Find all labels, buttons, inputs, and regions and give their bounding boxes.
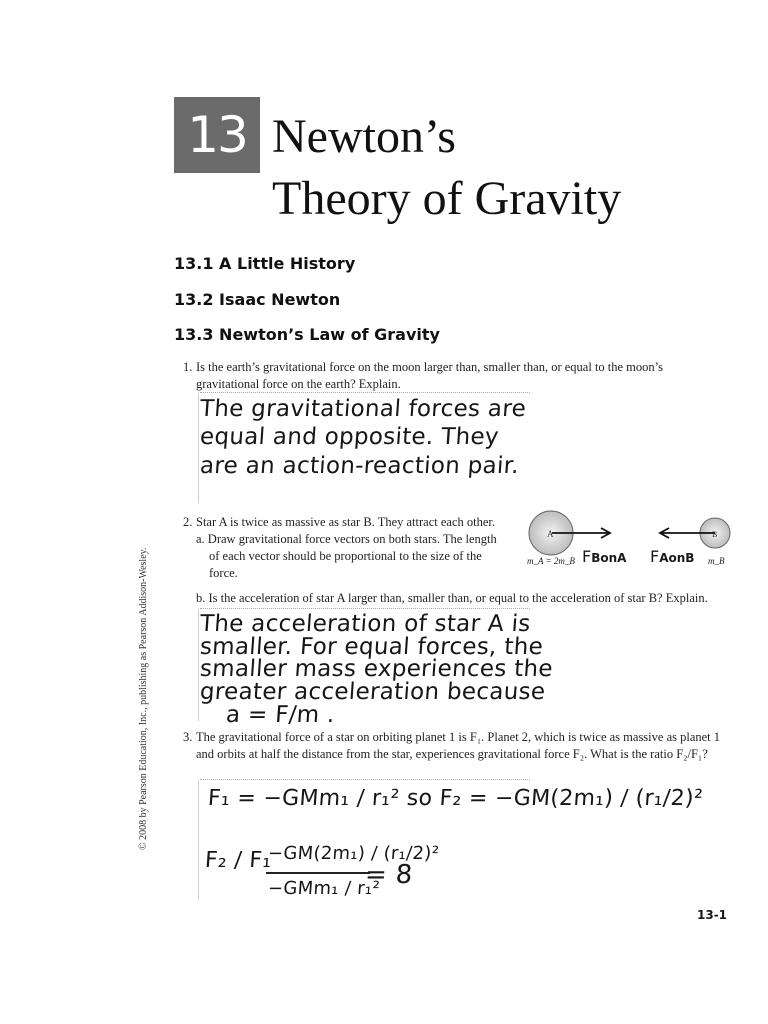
q2a-text: a. Draw gravitational force vectors on both stars. The length of each vector should be proportional to the size of the force.	[196, 532, 497, 580]
q3-fraction-bar	[266, 872, 370, 874]
mass-a-label: m_A = 2m_B	[527, 556, 575, 566]
answer-margin-line	[198, 780, 199, 900]
force-b-on-a-symbol: F	[582, 547, 592, 566]
chapter-title-line1: Newton’s	[272, 110, 456, 163]
star-a-label: A	[547, 529, 554, 539]
q3-number: 3.	[183, 730, 193, 744]
q1-answer-line: The gravitational forces are	[199, 396, 527, 422]
chapter-title-line2: Theory of Gravity	[272, 172, 622, 225]
q1-answer-line: equal and opposite. They	[199, 424, 500, 450]
q2b-answer-line: smaller mass experiences the	[199, 656, 554, 682]
q3-ratio-numerator: −GM(2m₁) / (r₁/2)²	[267, 843, 440, 864]
q2b-answer-line: a = F/m .	[225, 702, 336, 728]
answer-rule	[200, 608, 530, 609]
force-a-on-b-label	[650, 547, 694, 566]
q3-text: The gravitational force of a star on orbiting planet 1 is F₁. Planet 2, which is twice as massive as planet 1 and orbits at half the distance from the star, experiences gravitational force F₂. What is the ratio F₂/F₁?	[196, 730, 721, 761]
q2b-answer-line: smaller. For equal forces, the	[199, 634, 544, 660]
q1-number: 1.	[183, 360, 193, 374]
force-a-on-b-symbol: F	[650, 547, 660, 566]
section-heading-13-3: 13.3 Newton’s Law of Gravity	[174, 325, 440, 344]
star-b-label: B	[712, 530, 718, 539]
answer-rule	[200, 392, 530, 393]
page-number: 13-1	[697, 908, 728, 922]
q1-text: Is the earth’s gravitational force on the moon larger than, smaller than, or equal to the moon’s gravitational force on the earth? Explain.	[196, 360, 663, 391]
answer-rule	[200, 779, 530, 780]
force-a-on-b-subscript: AonB	[659, 551, 695, 565]
q2-text: Star A is twice as massive as star B. They attract each other.	[196, 515, 495, 529]
q3-ratio-denominator: −GMm₁ / r₁²	[267, 878, 381, 899]
copyright-credit: © 2008 by Pearson Education, Inc., publishing as Pearson Addison-Wesley.	[138, 547, 149, 850]
mass-b-label: m_B	[708, 556, 725, 566]
q2-number: 2.	[183, 515, 193, 529]
q3-answer-forces: F₁ = −GMm₁ / r₁² so F₂ = −GM(2m₁) / (r₁/2)²	[207, 786, 704, 811]
q2b-answer-line: The acceleration of star A is	[199, 611, 532, 637]
q2b-answer-line: greater acceleration because	[199, 679, 547, 705]
q2b-text: b. Is the acceleration of star A larger than, smaller than, or equal to the acceleration of star B? Explain.	[196, 591, 708, 605]
section-heading-13-1: 13.1 A Little History	[174, 254, 356, 273]
chapter-number: 13	[174, 97, 260, 173]
q1-answer-line: are an action-reaction pair.	[199, 453, 520, 479]
force-b-on-a-subscript: BonA	[591, 551, 627, 565]
force-b-on-a-label	[582, 547, 626, 566]
q3-ratio-result: = 8	[363, 860, 414, 890]
q3-ratio-lhs: F₂ / F₁	[204, 848, 273, 873]
section-heading-13-2: 13.2 Isaac Newton	[174, 290, 341, 309]
